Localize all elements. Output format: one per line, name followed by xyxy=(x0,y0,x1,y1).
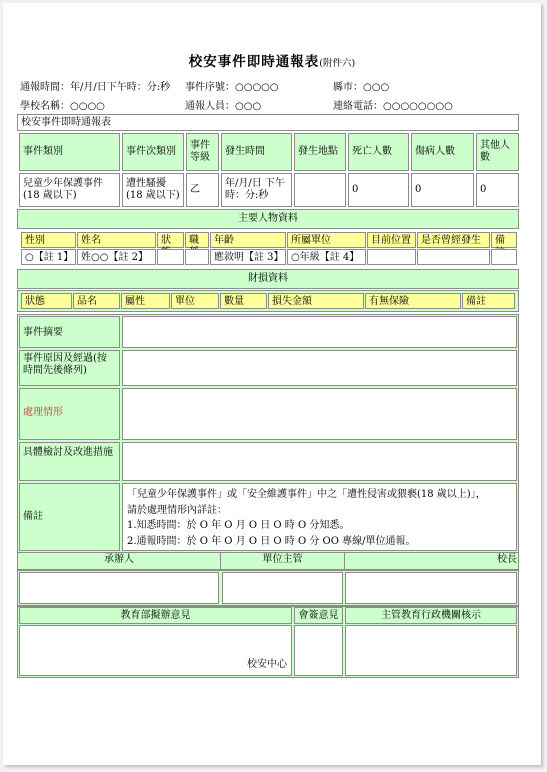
col-unit: 所屬單位 xyxy=(287,232,366,248)
supervisor-sign-field[interactable] xyxy=(222,572,343,604)
ministry-opinion-field[interactable] xyxy=(19,625,292,676)
col-event-type: 事件類別 xyxy=(19,133,120,171)
col-event-time: 發生時間 xyxy=(221,133,292,171)
cell-name: 姓○○【註 2】 xyxy=(77,249,156,265)
remarks-line-3: 1.知悉時間：於 O 年 O 月 O 日 O 時 O 分知悉。 xyxy=(127,520,350,531)
page-title xyxy=(3,50,541,70)
col-event-location: 發生地點 xyxy=(294,133,346,171)
handling-label: 處理情形 xyxy=(19,388,120,440)
col-injured: 傷病人數 xyxy=(411,133,474,171)
col-prop-unit: 單位 xyxy=(171,293,219,309)
col-prop-item: 品名 xyxy=(73,293,120,309)
cell-happened xyxy=(417,249,490,265)
cell-unit: ○年級【註 4】 xyxy=(287,249,366,265)
col-happened: 是否曾經發生 xyxy=(417,232,490,248)
cell-gender: ○【註 1】 xyxy=(21,249,76,265)
col-gender: 性別 xyxy=(21,232,76,248)
handling-field[interactable] xyxy=(122,388,517,440)
cell-event-subtype: 遭性騷擾(18 歲以下) xyxy=(122,173,184,207)
cell-position xyxy=(367,249,416,265)
cause-label: 事件原因及經過(按時間先後條列) xyxy=(19,350,120,386)
cosign-label: 會簽意見 xyxy=(294,607,343,624)
event-number: 事件序號：○○○○○ xyxy=(185,82,279,93)
report-time: 通報時間：年/月/日下午時：分:秒 xyxy=(20,82,171,93)
col-name: 姓名 xyxy=(77,232,156,248)
cell-title xyxy=(185,249,209,265)
county: 縣市：○○○ xyxy=(333,82,390,93)
cell-person-note xyxy=(491,249,517,265)
cell-age: 應敘明【註 3】 xyxy=(210,249,286,265)
remarks-field xyxy=(122,483,517,551)
col-event-subtype: 事件次類別 xyxy=(122,133,184,171)
cosign-field[interactable] xyxy=(294,625,343,676)
cell-event-level: 乙 xyxy=(186,173,219,207)
school-name: 學校名稱：○○○○ xyxy=(20,101,105,112)
report-page xyxy=(3,3,541,765)
principal-label: 校長 xyxy=(497,554,517,565)
section-title: 校安事件即時通報表 xyxy=(17,114,519,131)
cell-deaths: 0 xyxy=(348,173,409,207)
col-prop-attr: 屬性 xyxy=(121,293,170,309)
review-field[interactable] xyxy=(122,442,517,481)
col-position: 目前位置 xyxy=(367,232,416,248)
col-status: 狀 xyxy=(157,232,184,248)
col-title: 職 xyxy=(185,232,209,248)
remarks-line-1: 「兒童少年保護事件」或「安全維護事件」中之「遭性侵害或猥褻(18 歲以上)」， xyxy=(127,489,486,500)
cell-event-location xyxy=(294,173,346,207)
remarks-line-2: 請於處理情形內詳註： xyxy=(127,504,227,516)
col-others: 其他人數 xyxy=(476,133,519,171)
col-event-level: 事件等級 xyxy=(186,133,219,171)
remarks-line-4: 2.通報時間：於 O 年 O 月 O 日 O 時 O 分 OO 專線/單位通報。 xyxy=(127,535,416,547)
col-deaths: 死亡人數 xyxy=(348,133,409,171)
col-prop-insured: 有無保險 xyxy=(365,293,461,309)
supervisor-label: 單位主管 xyxy=(262,554,303,565)
phone: 連絡電話：○○○○○○○○ xyxy=(333,101,453,112)
remarks-label: 備註 xyxy=(19,483,120,551)
col-prop-qty: 數量 xyxy=(220,293,267,309)
col-prop-status: 狀態 xyxy=(21,293,72,309)
col-prop-note: 備註 xyxy=(462,293,515,309)
title-note: (附件六) xyxy=(319,58,356,69)
authority-field[interactable] xyxy=(345,625,517,676)
persons-title: 主要人物資料 xyxy=(238,213,298,224)
ministry-opinion-label: 教育部擬辦意見 xyxy=(19,607,292,624)
principal-sign-field[interactable] xyxy=(345,572,517,604)
handler-sign-field[interactable] xyxy=(19,572,219,604)
center-label: 校安中心 xyxy=(247,659,287,670)
cause-field[interactable] xyxy=(122,350,517,386)
cell-others: 0 xyxy=(476,173,519,207)
reporter: 通報人員：○○○ xyxy=(185,101,262,112)
handler-label: 承辦人 xyxy=(104,554,134,565)
col-prop-loss: 損失金額 xyxy=(268,293,364,309)
title-text: 校安事件即時通報表 xyxy=(188,54,320,70)
cell-injured: 0 xyxy=(411,173,474,207)
col-age: 年齡 xyxy=(210,232,286,248)
cell-status xyxy=(157,249,184,265)
col-person-note: 備 xyxy=(491,232,517,248)
cell-event-time: 年/月/日 下午時：分:秒 xyxy=(221,173,292,207)
authority-label: 主管教育行政機關核示 xyxy=(345,607,517,624)
summary-field[interactable] xyxy=(122,316,517,348)
summary-label: 事件摘要 xyxy=(19,316,120,348)
cell-event-type: 兒童少年保護事件(18 歲以下) xyxy=(19,173,120,207)
property-title: 財損資料 xyxy=(248,273,288,284)
review-label: 具體檢討及改進措施 xyxy=(19,442,120,481)
